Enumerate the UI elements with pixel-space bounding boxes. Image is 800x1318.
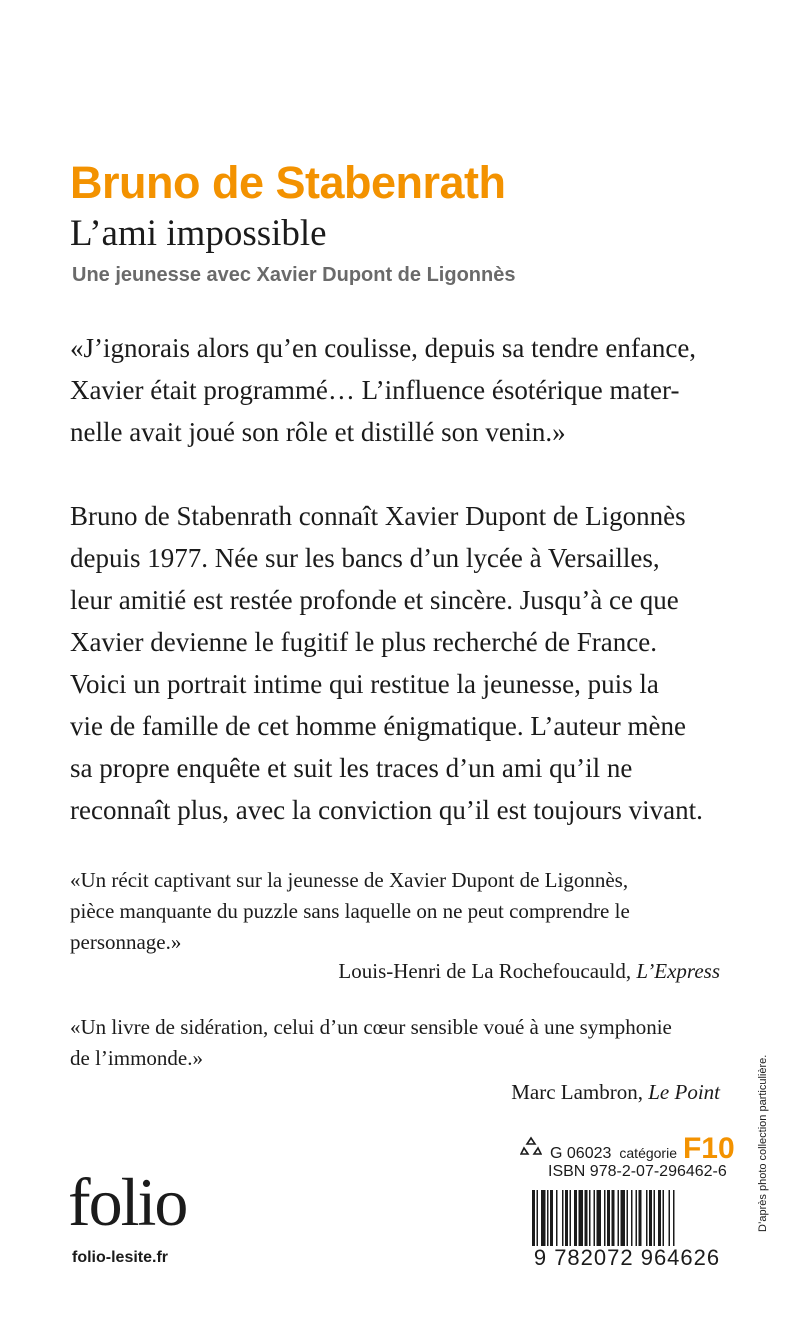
blurb-line: depuis 1977. Née sur les bancs d’un lycée à Versailles, bbox=[70, 543, 660, 573]
review-quote bbox=[70, 1012, 720, 1074]
blurb-line: vie de famille de cet homme énigmatique. L’auteur mène bbox=[70, 711, 687, 741]
publication-name: Le Point bbox=[648, 1080, 720, 1104]
blurb-line: Xavier devienne le fugitif le plus recherché de France. bbox=[70, 627, 657, 657]
recycle-icon bbox=[520, 1136, 542, 1158]
quote-line: nelle avait joué son rôle et distillé son venin.» bbox=[70, 417, 566, 447]
publisher-website: folio-lesite.fr bbox=[72, 1249, 169, 1266]
price-category: F10 bbox=[682, 1132, 735, 1165]
review-line: personnage.» bbox=[70, 930, 182, 954]
isbn: ISBN 978-2-07-296462-6 bbox=[548, 1163, 727, 1180]
product-code-line bbox=[520, 1134, 735, 1164]
category-label: catégorie bbox=[619, 1145, 677, 1161]
review-line: «Un récit captivant sur la jeunesse de Xavier Dupont de Ligonnès, bbox=[70, 868, 629, 892]
publisher-logo: folio bbox=[68, 1164, 187, 1240]
critic-name: Marc Lambron, bbox=[511, 1080, 649, 1104]
review-quote bbox=[70, 865, 720, 958]
book-title: L’ami impossible bbox=[70, 213, 327, 254]
publication-name: L’Express bbox=[636, 959, 720, 983]
quote-line: «J’ignorais alors qu’en coulisse, depuis sa tendre enfance, bbox=[70, 333, 697, 363]
blurb-line: Bruno de Stabenrath connaît Xavier Dupont de Ligonnès bbox=[70, 501, 686, 531]
review-line: «Un livre de sidération, celui d’un cœur sensible voué à une symphonie bbox=[70, 1015, 672, 1039]
review-line: pièce manquante du puzzle sans laquelle on ne peut comprendre le bbox=[70, 899, 630, 923]
review-attribution bbox=[511, 1080, 720, 1105]
review-line: de l’immonde.» bbox=[70, 1046, 203, 1070]
photo-credit: D’après photo collection particulière. bbox=[757, 1055, 769, 1233]
book-subtitle: Une jeunesse avec Xavier Dupont de Ligonnès bbox=[72, 264, 516, 286]
blurb-line: sa propre enquête et suit les traces d’un ami qu’il ne bbox=[70, 753, 633, 783]
blurb-line: leur amitié est restée profonde et sincère. Jusqu’à ce que bbox=[70, 585, 679, 615]
author-name: Bruno de Stabenrath bbox=[70, 157, 506, 208]
barcode-digits: 9 782072 964626 bbox=[533, 1245, 721, 1270]
blurb bbox=[70, 495, 730, 831]
blurb-line: reconnaît plus, avec la conviction qu’il est toujours vivant. bbox=[70, 795, 703, 825]
critic-name: Louis-Henri de La Rochefoucauld, bbox=[338, 959, 637, 983]
review-attribution bbox=[338, 959, 720, 984]
quote-line: Xavier était programmé… L’influence ésotérique mater- bbox=[70, 375, 680, 405]
blurb-line: Voici un portrait intime qui restitue la jeunesse, puis la bbox=[70, 669, 659, 699]
opening-quote bbox=[70, 327, 730, 453]
product-code: G 06023 bbox=[550, 1145, 612, 1162]
